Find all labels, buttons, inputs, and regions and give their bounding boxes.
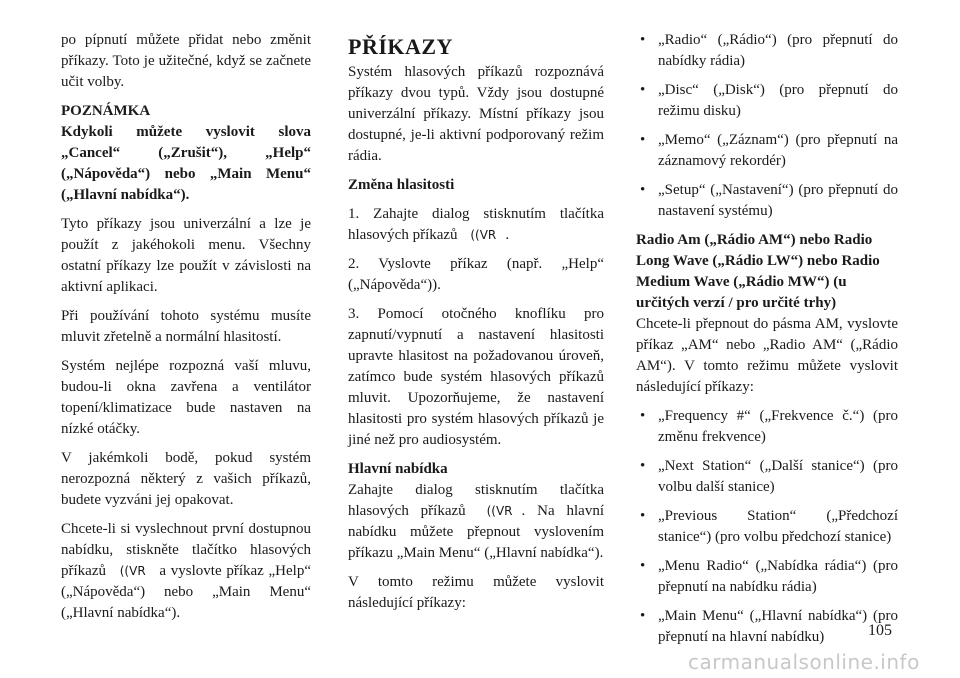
paragraph-first-menu-a: Chcete-li si vyslechnout první dostupnou nabídku, stiskněte tlačítko hlasových příkazů (61, 521, 311, 579)
paragraph-intro: po pípnutí můžete přidat nebo změnit příkazy. Toto je užitečné, když se začnete učit volby. (61, 32, 311, 90)
list-item: • „Radio“ („Rádio“) (pro přepnutí do nabídky rádia) (636, 30, 898, 72)
column-middle (348, 30, 604, 614)
am-commands-list (636, 406, 898, 648)
voice-command-icon: ((VR (119, 564, 146, 578)
voice-command-icon: ((VR (486, 504, 513, 518)
section-heading-commands: PŘÍKAZY (348, 34, 453, 59)
column-right (636, 30, 898, 656)
commands-intro: Systém hlasových příkazů rozpoznává příkazy dvou typů. Vždy jsou dostupné univerzální příkazy. Místní příkazy jsou dostupné, je-li aktivní podporovaný režim rádia. (348, 64, 604, 164)
page-number: 105 (868, 622, 892, 639)
note-body: Kdykoli můžete vyslovit slova „Cancel“ („Zrušit“), „Help“ („Nápověda“) nebo „Main Menu“ („Hlavní nabídka“). (61, 124, 311, 203)
paragraph-speak-clearly: Při používání tohoto systému musíte mluvit zřetelně a normální hlasitostí. (61, 308, 311, 345)
list-item: • „Setup“ („Nastavení“) (pro přepnutí do nastavení systému) (636, 180, 898, 222)
list-item: • „Main Menu“ („Hlavní nabídka“) (pro přepnutí na hlavní nabídku) (636, 606, 898, 648)
list-item: • „Previous Station“ („Předchozí stanice“) (pro volbu předchozí stanice) (636, 506, 898, 548)
column-left (61, 30, 311, 624)
list-item: • „Memo“ („Záznam“) (pro přepnutí na záznamový rekordér) (636, 130, 898, 172)
note-heading: POZNÁMKA (61, 103, 151, 119)
list-item: • „Disc“ („Disk“) (pro přepnutí do režimu disku) (636, 80, 898, 122)
paragraph-first-menu-b: a vyslovte příkaz „Help“ („Nápověda“) nebo „Main Menu“ („Hlavní nabídka“). (61, 563, 311, 621)
step-3: 3. Pomocí otočného knoflíku pro zapnutí/vypnutí a nastavení hlasitosti upravte hlasitost na požadovanou úroveň, zatímco bude systém hlasových příkazů mluvit. Upozorňujeme, že nastavení hlasitosti pro systém hlasových příkazů je jiné než pro audiosystém. (348, 306, 604, 448)
radio-am-body: Chcete-li přepnout do pásma AM, vyslovte příkaz „AM“ nebo „Radio AM“ („Rádio AM“). V tomto režimu můžete vyslovit následující příkazy: (636, 316, 898, 395)
subheading-main-menu: Hlavní nabídka (348, 461, 448, 477)
paragraph-universal: Tyto příkazy jsou univerzální a lze je použít z jakéhokoli menu. Všechny ostatní příkazy lze použít v závislosti na aktivní aplikaci. (61, 216, 311, 295)
step-2: 2. Vyslovte příkaz (např. „Help“ („Nápověda“)). (348, 256, 604, 293)
list-item: • „Next Station“ („Další stanice“) (pro volbu další stanice) (636, 456, 898, 498)
mode-paragraph: V tomto režimu můžete vyslovit následující příkazy: (348, 574, 604, 611)
main-menu-paragraph: Zahajte dialog stisknutím tlačítka hlasových příkazů ((VR . Na hlavní nabídku můžete přepnout vyslovením příkazu „Main Menu“ („Hlavní nabídka“). (348, 482, 605, 561)
subheading-volume: Změna hlasitosti (348, 177, 455, 193)
watermark: carmanualsonline.info (688, 650, 920, 674)
paragraph-recognition: Systém nejlépe rozpozná vaší mluvu, budou-li okna zavřena a ventilátor topení/klimatizace bude nastaven na nízké otáčky. (61, 358, 311, 437)
list-item: • „Frequency #“ („Frekvence č.“) (pro změnu frekvence) (636, 406, 898, 448)
radio-am-heading: Radio Am („Rádio AM“) nebo Radio Long Wave („Rádio LW“) nebo Radio Medium Wave („Rádio MW“) (u určitých verzí / pro určité trhy) (636, 232, 880, 311)
menu-commands-list (636, 30, 898, 222)
paragraph-repeat: V jakémkoli bodě, pokud systém nerozpozná některý z vašich příkazů, budete vyzváni jej opakovat. (61, 450, 311, 508)
step-1: 1. Zahajte dialog stisknutím tlačítka hlasových příkazů ((VR . (348, 204, 604, 246)
voice-command-icon: ((VR (470, 228, 497, 242)
list-item: • „Menu Radio“ („Nabídka rádia“) (pro přepnutí na nabídku rádia) (636, 556, 898, 598)
paragraph-first-menu (61, 519, 311, 624)
